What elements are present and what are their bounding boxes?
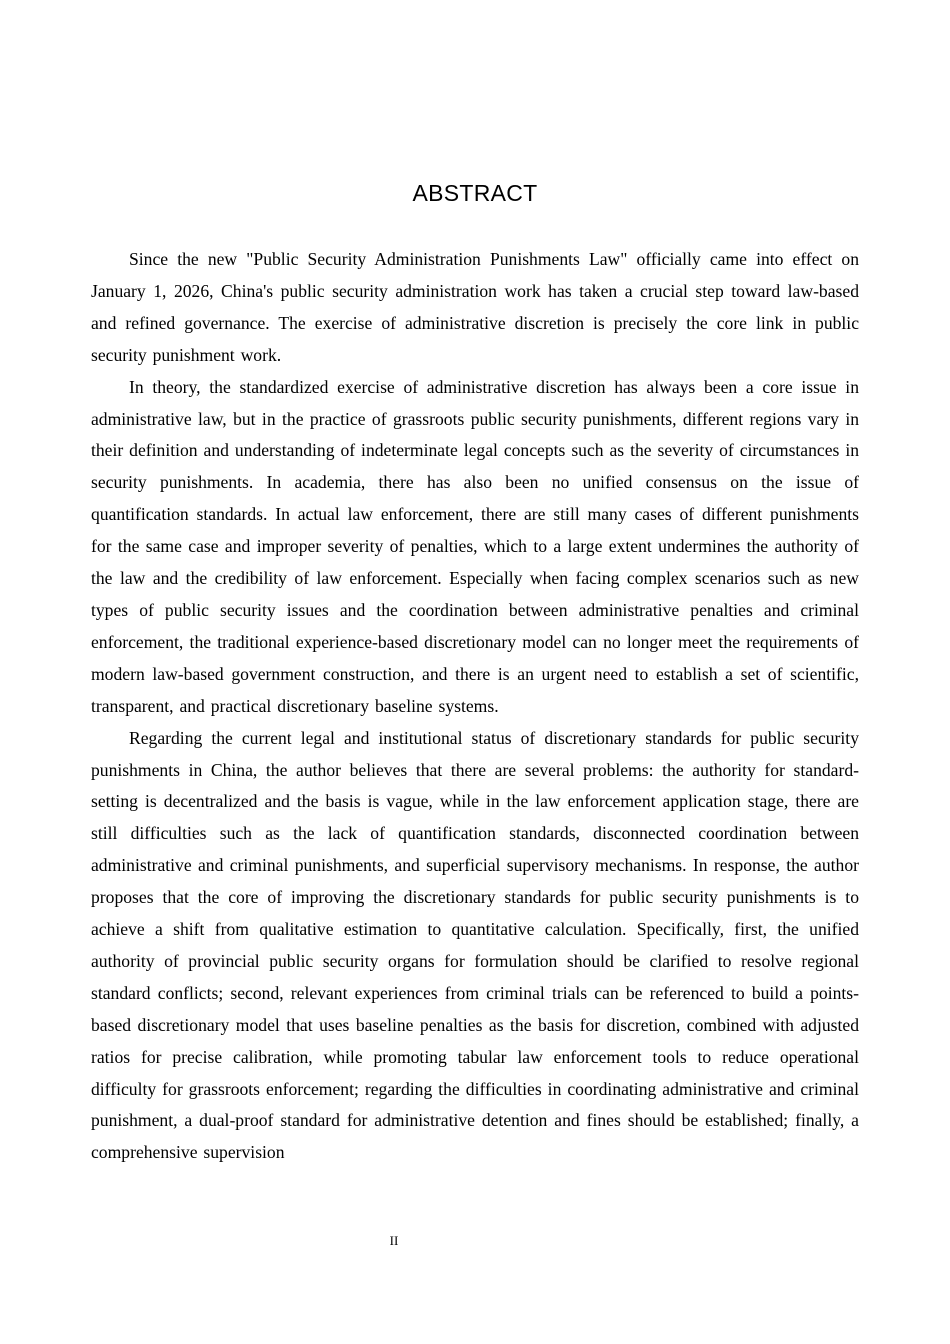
abstract-paragraph-3: Regarding the current legal and institutional status of discretionary standards for public security punishments in China, the author believes that there are several problems: the authority for standard-setting is decentralized and the basis is vague, while in the law enforcement application stage, there are still difficulties such as the lack of quantification standards, disconnected coordination between administrative and criminal punishments, and superficial supervisory mechanisms. In response, the author proposes that the core of improving the discretionary standards for public security punishments is to achieve a shift from qualitative estimation to quantitative calculation. Specifically, first, the unified authority of provincial public security organs for formulation should be clarified to resolve regional standard conflicts; second, relevant experiences from criminal trials can be referenced to build a points-based discretionary model that uses baseline penalties as the basis for discretion, combined with adjusted ratios for precise calibration, while promoting tabular law enforcement tools to reduce operational difficulty for grassroots enforcement; regarding the difficulties in coordinating administrative and criminal punishment, a dual-proof standard for administrative detention and fines should be established; finally, a comprehensive supervision <box>91 727 859 1163</box>
abstract-body <box>91 244 859 1169</box>
page-number: II <box>389 1233 399 1248</box>
abstract-paragraph-1: Since the new "Public Security Administration Punishments Law" officially came into effect on January 1, 2026, China's public security administration work has taken a crucial step toward law-based and refined governance. The exercise of administrative discretion is precisely the core link in public security punishment work. <box>91 249 859 365</box>
abstract-paragraph-2: In theory, the standardized exercise of administrative discretion has always been a core issue in administrative law, but in the practice of grassroots public security punishments, different regions vary in their definition and understanding of indeterminate legal concepts such as the severity of circumstances in security punishments. In academia, there has also been no unified consensus on the issue of quantification standards. In actual law enforcement, there are still many cases of different punishments for the same case and improper severity of penalties, which to a large extent undermines the authority of the law and the credibility of law enforcement. Especially when facing complex scenarios such as new types of public security issues and the coordination between administrative penalties and criminal enforcement, the traditional experience-based discretionary model can no longer meet the requirements of modern law-based government construction, and there is an urgent need to establish a set of scientific, transparent, and practical discretionary baseline systems. <box>91 376 859 716</box>
abstract-heading: ABSTRACT <box>412 180 538 206</box>
